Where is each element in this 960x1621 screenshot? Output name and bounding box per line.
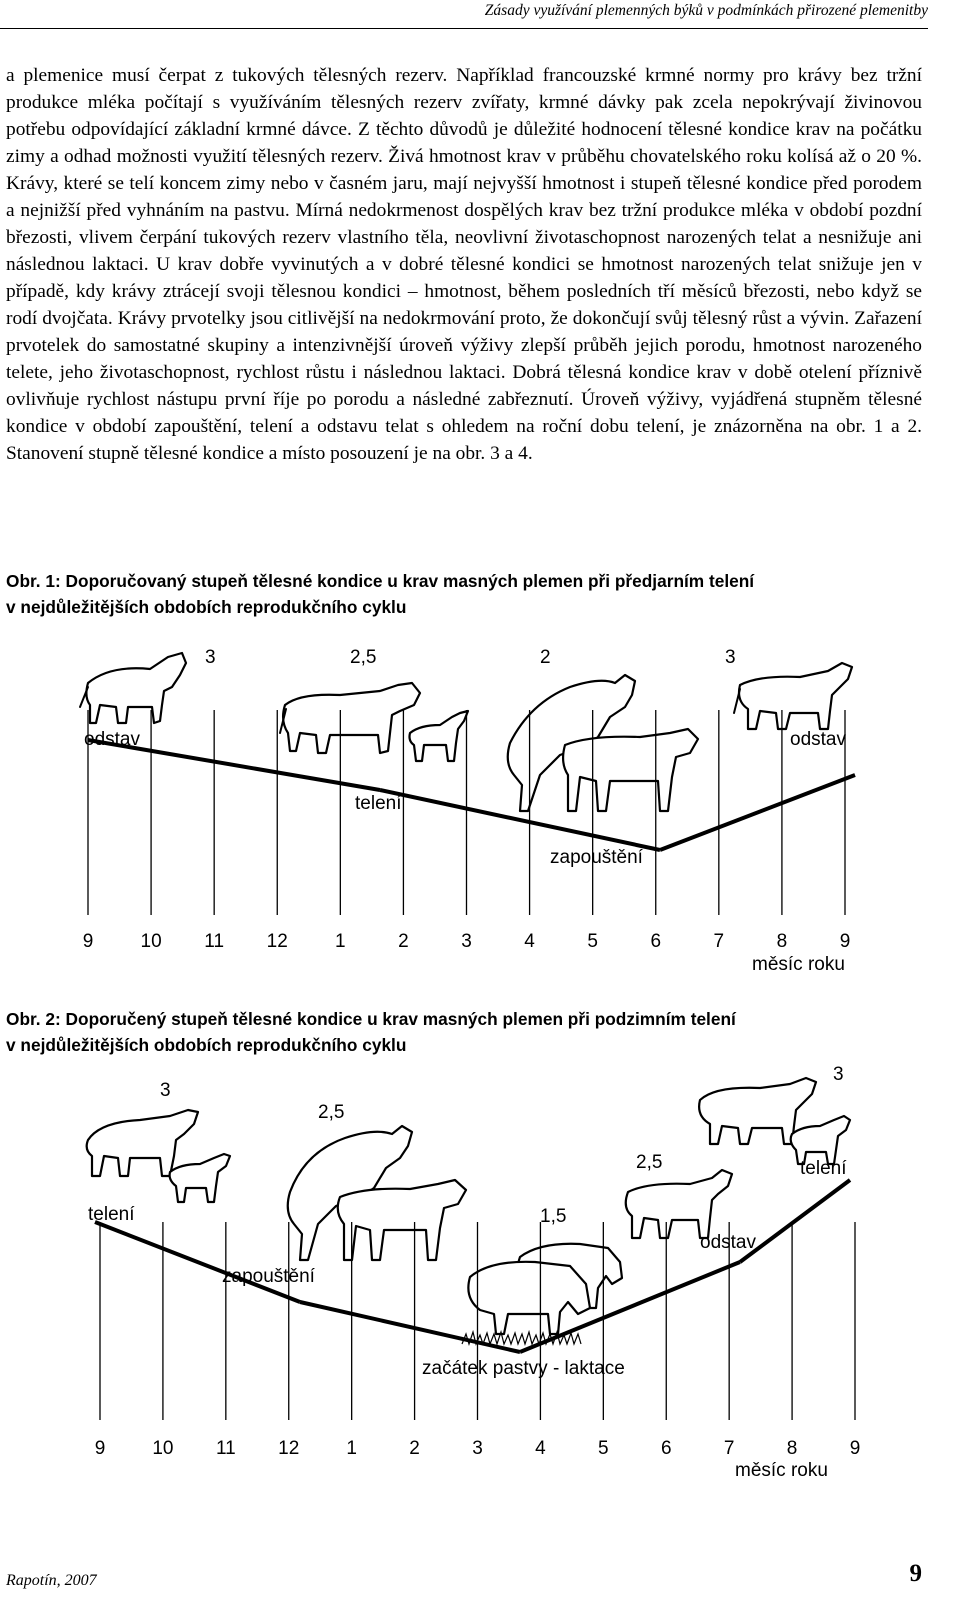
figure2-caption-line1: Obr. 2: Doporučený stupeň tělesné kondice u krav masných plemen při podzimním telení <box>6 1009 736 1029</box>
fig1-month-tick-label: 3 <box>461 931 472 952</box>
fig2-month-tick-label: 10 <box>152 1438 174 1459</box>
fig1-month-tick-label: 8 <box>776 931 788 952</box>
fig2-month-tick-label: 9 <box>849 1438 861 1459</box>
fig2-month-tick-label: 1 <box>346 1438 357 1459</box>
fig2-trend-line-1 <box>95 1222 300 1302</box>
fig2-month-tick-label: 3 <box>472 1438 483 1459</box>
fig1-cow-calving <box>280 683 468 761</box>
fig1-label-odstav-right: odstav <box>790 729 846 750</box>
fig1-month-tick-label: 7 <box>713 931 725 952</box>
fig1-axis-label: měsíc roku <box>752 954 845 975</box>
running-header: Zásady využívání plemenných býků v podmínkách přirozené plemenitby <box>484 2 928 19</box>
fig1-score-odstav-left: 3 <box>205 647 216 668</box>
fig2-score-pastva: 1,5 <box>540 1206 567 1227</box>
fig2-score-teleni-right: 3 <box>833 1064 844 1085</box>
figure1-caption-line2: v nejdůležitějších obdobích reprodukčního cyklu <box>6 597 407 617</box>
fig1-cow-weaning-left <box>80 653 186 723</box>
fig2-month-tick-label: 12 <box>278 1438 300 1459</box>
fig1-month-tick-label: 1 <box>335 931 346 952</box>
fig1-month-tick-label: 4 <box>524 931 535 952</box>
fig2-month-tick-label: 9 <box>94 1438 106 1459</box>
figure2-caption <box>6 1006 922 1058</box>
fig2-label-zapousteni: zapouštění <box>222 1266 315 1287</box>
fig2-month-tick-label: 7 <box>723 1438 735 1459</box>
fig1-label-teleni: telení <box>355 793 402 814</box>
figure1-caption-line1: Obr. 1: Doporučovaný stupeň tělesné kondice u krav masných plemen při předjarním telení <box>6 571 755 591</box>
fig1-month-tick-label: 10 <box>140 931 162 952</box>
fig2-label-teleni-left: telení <box>88 1204 135 1225</box>
fig1-month-tick-label: 9 <box>82 931 94 952</box>
fig2-label-zacatek-pastvy: začátek pastvy - laktace <box>422 1358 625 1379</box>
figure1-diagram <box>0 625 960 985</box>
fig1-label-odstav-left: odstav <box>84 729 140 750</box>
fig1-score-odstav-right: 3 <box>725 647 736 668</box>
fig2-month-tick-label: 5 <box>598 1438 609 1459</box>
fig1-month-axis <box>83 710 851 952</box>
fig2-score-teleni-left: 3 <box>160 1080 171 1101</box>
figure1-caption <box>6 568 922 620</box>
fig2-bull-breeding <box>288 1126 466 1260</box>
figure2 <box>0 1062 960 1487</box>
figure2-diagram <box>0 1062 960 1487</box>
fig1-month-tick-label: 6 <box>650 931 662 952</box>
fig2-label-teleni-right: telení <box>800 1158 847 1179</box>
fig2-cows-grazing <box>462 1244 622 1344</box>
fig2-month-tick-label: 6 <box>660 1438 672 1459</box>
fig2-label-odstav: odstav <box>700 1232 756 1253</box>
fig2-score-odstav: 2,5 <box>636 1152 663 1173</box>
fig2-cow-weaning <box>626 1170 732 1238</box>
fig2-month-tick-label: 11 <box>215 1438 236 1459</box>
footer-author-year: Rapotín, 2007 <box>6 1572 97 1589</box>
fig1-cow-weaning-right <box>734 663 852 729</box>
fig1-score-teleni: 2,5 <box>350 647 377 668</box>
fig2-cow-calving-left <box>87 1110 230 1202</box>
fig1-month-tick-label: 11 <box>204 931 225 952</box>
fig1-score-zapousteni: 2 <box>540 647 551 668</box>
header-rule <box>0 28 928 29</box>
body-paragraph: a plemenice musí čerpat z tukových tělesných rezerv. Například francouzské krmné normy pro krávy bez tržní produkce mléka počítají s využíváním tělesných rezerv zvířaty, krmné dávky pak zcela nepokrývají živinovou potřebu odpovídající základní krmné dávce. Z těchto důvodů je důležité hodnocení tělesné kondice krav na počátku zimy a odhad možnosti využití tělesných rezerv. Živá hmotnost krav v průběhu chovatelského roku kolísá až o 20 %. Krávy, které se telí koncem zimy nebo v časném jaru, mají nejvyšší hmotnost i stupeň tělesné kondice před porodem a nejnižší před vyhnáním na pastvu. Mírná nedokrmenost dospělých krav bez tržní produkce mléka v období pozdní březosti, vlivem čerpání tukových rezerv vlastního těla, neovlivní životaschopnost narozených telat a nesnižuje ani následnou laktaci. U krav dobře vyvinutých a v dobré tělesné kondici se hmotnost narozených telat snižuje jen v případě, kdy krávy ztrácejí svoji tělesnou kondici – hmotnost, během posledních tří měsíců březosti, nebo když se rodí dvojčata. Krávy prvotelky jsou citlivější na nedokrmování proto, že dokončují svůj tělesný růst a vývin. Zařazení prvotelek do samostatné skupiny a intenzivnější úroveň výživy zlepší průběh jejich porodu, hmotnost narozeného telete, jeho životaschopnost, rychlost růstu i následnou laktaci. Dobrá tělesná kondice krav v době otelení příznivě ovlivňuje rychlost nástupu první říje po porodu a následné zabřeznutí. Úroveň výživy, vyjádřená stupněm tělesné kondice v období zapouštění, telení a odstavu telat s ohledem na roční dobu telení, je znázorněna na obr. 1 a 2. Stanovení stupně tělesné kondice a místo posouzení je na obr. 3 a 4. <box>6 65 922 464</box>
fig1-month-tick-label: 5 <box>587 931 598 952</box>
fig2-month-tick-label: 4 <box>535 1438 546 1459</box>
fig2-cow-calving-right <box>699 1078 850 1164</box>
fig2-month-tick-label: 2 <box>409 1438 420 1459</box>
fig1-label-zapousteni: zapouštění <box>550 847 643 868</box>
page-number: 9 <box>909 1560 922 1587</box>
fig2-month-tick-label: 8 <box>786 1438 798 1459</box>
fig1-month-tick-label: 12 <box>266 931 288 952</box>
fig1-trend-line-3 <box>660 775 855 850</box>
fig2-trend-line-4 <box>740 1180 850 1262</box>
fig2-axis-label: měsíc roku <box>735 1460 828 1481</box>
fig1-bull-breeding <box>508 675 698 811</box>
fig1-month-tick-label: 9 <box>839 931 851 952</box>
fig2-score-zapousteni: 2,5 <box>318 1102 345 1123</box>
figure2-caption-line2: v nejdůležitějších obdobích reprodukčního cyklu <box>6 1035 407 1055</box>
fig1-month-tick-label: 2 <box>398 931 409 952</box>
figure1 <box>0 625 960 985</box>
